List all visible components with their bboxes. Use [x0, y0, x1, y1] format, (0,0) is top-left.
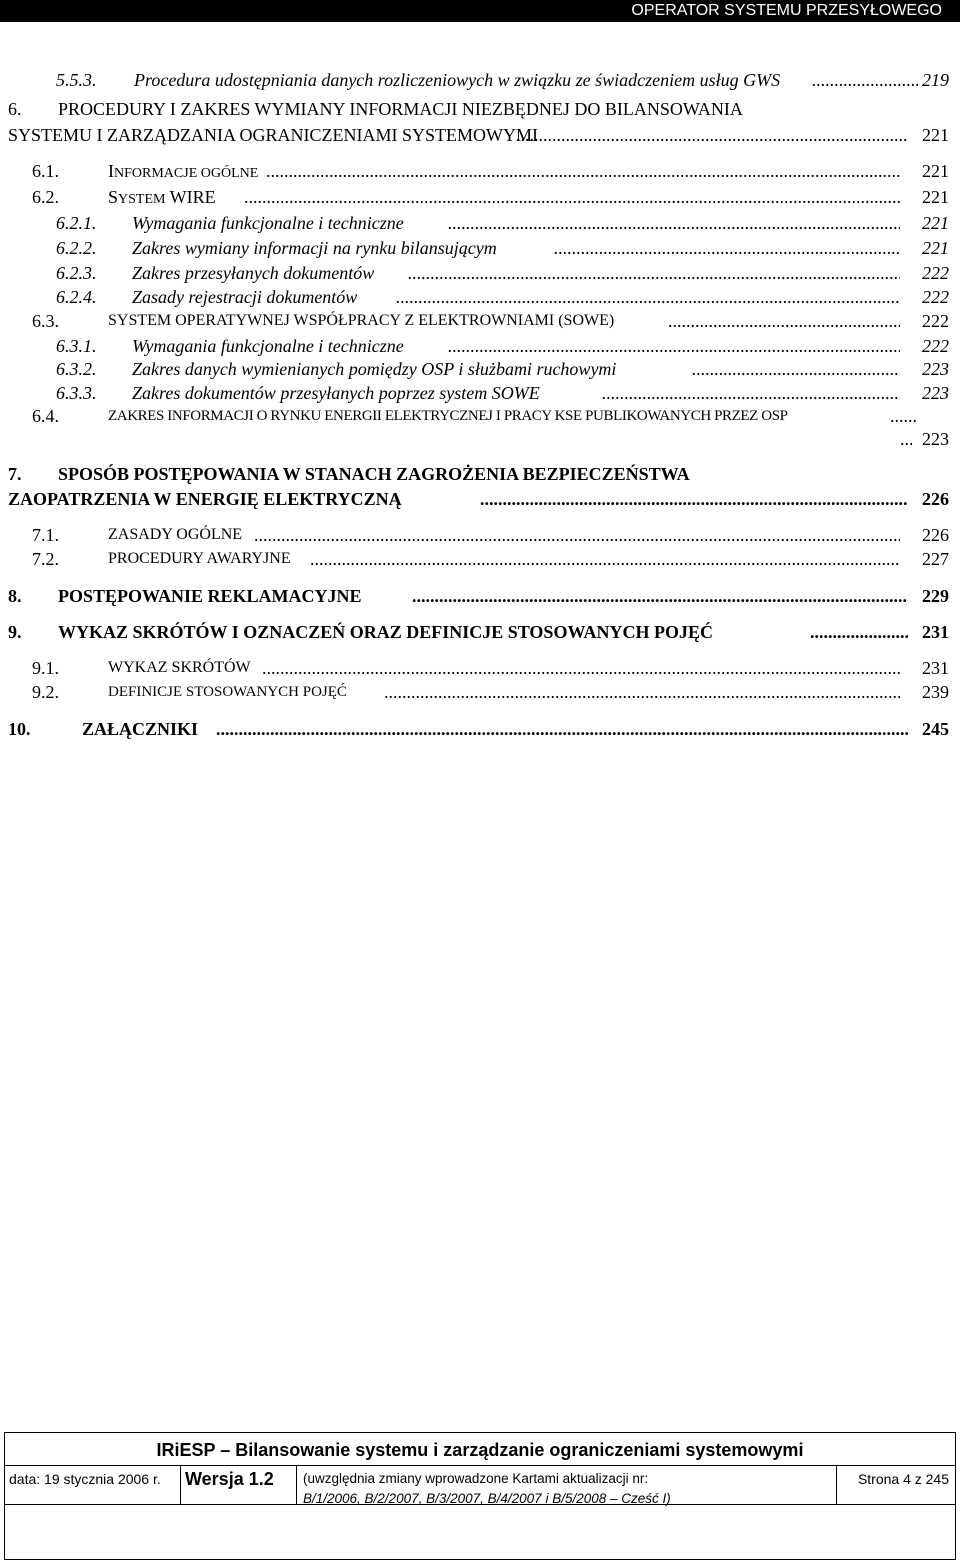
toc-title: SYSTEM WIRE [108, 187, 216, 207]
toc-page: 221 [922, 187, 949, 207]
toc-title: Wymagania funkcjonalne i techniczne [132, 336, 404, 356]
toc-page: 222 [922, 311, 949, 331]
toc-page: 221 [922, 161, 949, 181]
toc-title: Zakres danych wymienianych pomiędzy OSP i służbami ruchowymi [132, 359, 617, 379]
toc-number: 6.4. [32, 406, 59, 426]
toc-leader [448, 335, 900, 357]
toc-number: 6.3. [32, 311, 59, 331]
header-text: OPERATOR SYSTEMU PRZESYŁOWEGO [631, 2, 942, 19]
toc-page: 231 [922, 622, 949, 642]
toc-number: 9. [8, 622, 22, 642]
toc-leader [900, 428, 912, 450]
toc-title-line2: ZAOPATRZENIA W ENERGIĘ ELEKTRYCZNĄ [8, 489, 402, 509]
toc-title-line1: PROCEDURY I ZAKRES WYMIANY INFORMACJI NIEZBĘDNEJ DO BILANSOWANIA [58, 99, 743, 119]
toc-title: Procedura udostępniania danych rozliczeniowych w związku ze świadczeniem usług GWS [134, 70, 781, 90]
toc-page: 226 [922, 489, 949, 509]
toc-page: 223 [922, 429, 949, 449]
toc-number: 6.2.2. [56, 238, 97, 258]
toc-title: Zakres dokumentów przesyłanych poprzez system SOWE [132, 383, 540, 403]
toc-title: SYSTEM OPERATYWNEJ WSPÓŁPRACY Z ELEKTROWNIAMI (SOWE) [108, 312, 615, 329]
toc-page: 226 [922, 525, 949, 545]
toc-number: 6.2.3. [56, 263, 97, 283]
toc-page: 221 [922, 238, 949, 258]
toc-title: WYKAZ SKRÓTÓW [108, 659, 251, 676]
toc-title: ZASADY OGÓLNE [108, 526, 243, 543]
toc-title: ZAŁĄCZNIKI [82, 719, 199, 739]
footer-title: IRiESP – Bilansowanie systemu i zarządzanie ograniczeniami systemowymi [5, 1433, 955, 1466]
toc-leader [216, 718, 908, 740]
toc-title: PROCEDURY AWARYJNE [108, 550, 291, 567]
toc-number: 6.3.2. [56, 359, 97, 379]
toc-title: DEFINICJE STOSOWANYCH POJĘĆ [108, 684, 347, 700]
toc-number: 9.2. [32, 682, 59, 702]
toc-title: ZAKRES INFORMACJI O RYNKU ENERGII ELEKTRYCZNEJ I PRACY KSE PUBLIKOWANYCH PRZEZ OSP [108, 408, 788, 424]
toc-leader [602, 382, 900, 404]
toc-leader [262, 657, 900, 679]
document-footer [4, 1432, 956, 1560]
toc-leader [266, 160, 900, 182]
toc-page: 239 [922, 682, 949, 702]
toc-number: 6. [8, 99, 22, 119]
toc-page: 245 [922, 719, 949, 739]
toc-number: 6.1. [32, 161, 59, 181]
toc-leader [480, 488, 908, 510]
toc-title: INFORMACJE OGÓLNE [108, 161, 259, 181]
document-header [0, 0, 960, 22]
toc-title: Zakres wymiany informacji na rynku bilansującym [132, 238, 497, 258]
toc-page: 229 [922, 586, 949, 606]
toc-number: 7.2. [32, 549, 59, 569]
toc-leader [254, 524, 900, 546]
toc-page: 221 [922, 213, 949, 233]
toc-leader [810, 621, 908, 643]
toc-title-line2: SYSTEMU I ZARZĄDZANIA OGRANICZENIAMI SYSTEMOWYMI [8, 125, 538, 145]
toc-number: 8. [8, 586, 22, 606]
toc-number: 7.1. [32, 525, 59, 545]
toc-page: 231 [922, 658, 949, 678]
toc-number: 6.3.1. [56, 336, 97, 356]
toc-number: 10. [8, 719, 31, 739]
toc-leader [448, 212, 900, 234]
toc-page: 221 [922, 125, 949, 145]
toc-page: 222 [922, 287, 949, 307]
toc-leader [554, 237, 900, 259]
toc-title: Zasady rejestracji dokumentów [132, 287, 358, 307]
toc-number: 5.5.3. [56, 70, 97, 90]
footer-page-number: Strona 4 z 245 [837, 1465, 955, 1505]
toc-leader [812, 69, 918, 91]
toc-page: 222 [922, 263, 949, 283]
toc-number: 9.1. [32, 658, 59, 678]
toc-page: 227 [922, 549, 949, 569]
toc-number: 7. [8, 464, 22, 484]
toc-leader [310, 548, 900, 570]
toc-leader [692, 358, 900, 380]
toc-leader [668, 310, 900, 332]
toc-leader [412, 585, 908, 607]
footer-amendment-note [297, 1465, 837, 1505]
toc-leader [396, 286, 900, 308]
toc-number: 6.2.4. [56, 287, 97, 307]
toc-number: 6.2. [32, 187, 59, 207]
footer-date: data: 19 stycznia 2006 r. [5, 1465, 181, 1505]
toc-leader [384, 681, 900, 703]
toc-page: 223 [922, 383, 949, 403]
toc-number: 6.2.1. [56, 213, 97, 233]
toc-leader [244, 186, 900, 208]
footer-version: Wersja 1.2 [181, 1465, 297, 1505]
toc-title: Wymagania funkcjonalne i techniczne [132, 213, 404, 233]
footer-note-line2: B/1/2006, B/2/2007, B/3/2007, B/4/2007 i B/5/2008 – Cześć I) [303, 1491, 671, 1506]
toc-title: Zakres przesyłanych dokumentów [132, 263, 375, 283]
toc-leader [516, 124, 908, 146]
toc-leader [890, 405, 918, 427]
toc-page: 219 [922, 70, 949, 90]
toc-leader [408, 262, 900, 284]
toc-page: 222 [922, 336, 949, 356]
toc-number: 6.3.3. [56, 383, 97, 403]
toc-title: POSTĘPOWANIE REKLAMACYJNE [58, 586, 362, 606]
toc-title-line1: SPOSÓB POSTĘPOWANIA W STANACH ZAGROŻENIA BEZPIECZEŃSTWA [58, 464, 690, 484]
toc-page: 223 [922, 359, 949, 379]
toc-title: WYKAZ SKRÓTÓW I OZNACZEŃ ORAZ DEFINICJE STOSOWANYCH POJĘĆ [58, 622, 713, 642]
footer-note-line1: (uwzględnia zmiany wprowadzone Kartami aktualizacji nr: [303, 1471, 649, 1486]
